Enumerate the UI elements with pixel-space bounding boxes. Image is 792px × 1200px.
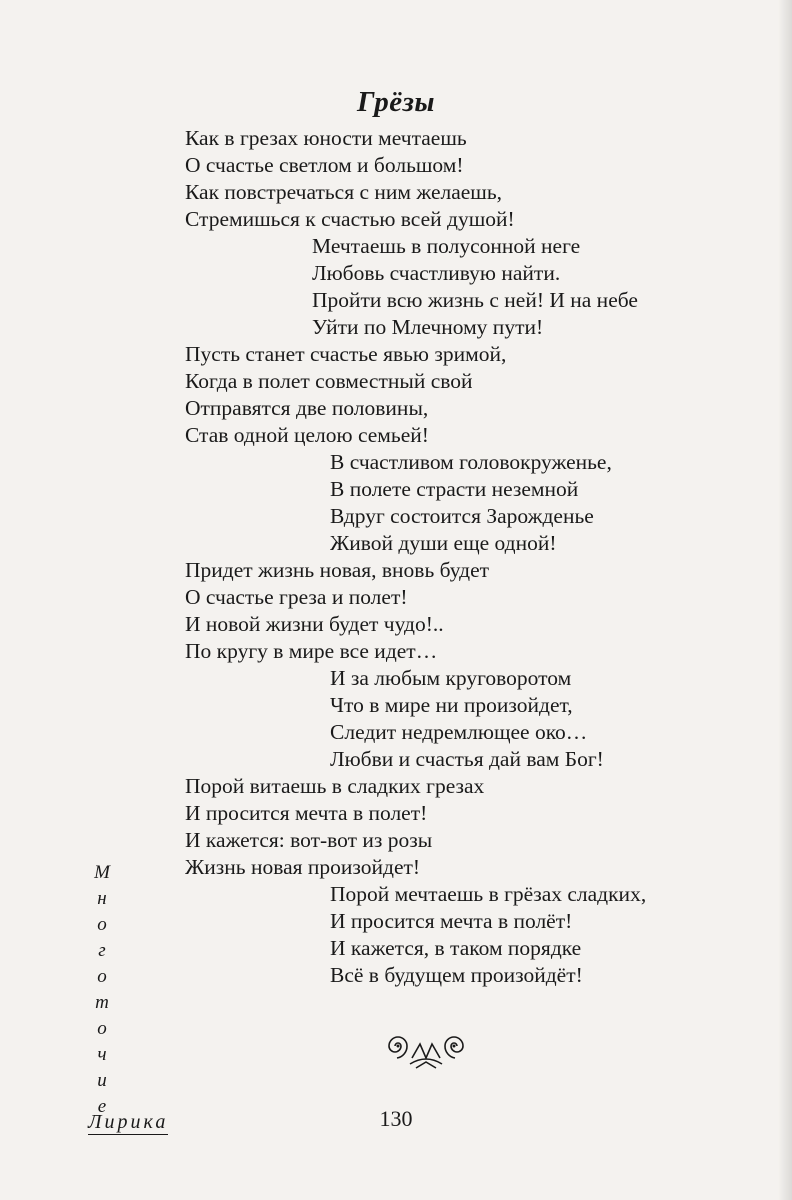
side-title-letter: н bbox=[97, 888, 107, 909]
poem-line: Любовь счастливую найти. bbox=[312, 261, 561, 285]
poem-line: Отправятся две половины, bbox=[185, 396, 429, 420]
poem-title: Грёзы bbox=[356, 86, 436, 118]
poem-line: Пройти всю жизнь с ней! И на небе bbox=[312, 288, 638, 312]
side-series-title bbox=[88, 860, 116, 1120]
poem-line: Следит недремлющее око… bbox=[330, 720, 588, 744]
section-label: Лирика bbox=[88, 1111, 169, 1133]
stanza bbox=[0, 233, 792, 341]
poem-line: Когда в полет совместный свой bbox=[185, 369, 473, 393]
swirl-ornament-icon bbox=[376, 1024, 476, 1072]
poem-line: И просится мечта в полет! bbox=[185, 801, 428, 825]
poem-line: Всё в будущем произойдёт! bbox=[330, 963, 583, 987]
stanza bbox=[0, 125, 792, 233]
poem-line: И за любым круговоротом bbox=[330, 666, 572, 690]
poem-line: И просится мечта в полёт! bbox=[330, 909, 573, 933]
poem-line: О счастье светлом и большом! bbox=[185, 153, 464, 177]
side-title-letter: т bbox=[95, 992, 109, 1013]
poem-line: И новой жизни будет чудо!.. bbox=[185, 612, 444, 636]
side-title-letter: о bbox=[97, 1018, 107, 1039]
poem-line: Вдруг состоится Зарожденье bbox=[330, 504, 594, 528]
stanza bbox=[0, 665, 792, 773]
poem-line: О счастье греза и полет! bbox=[185, 585, 408, 609]
poem-line: По кругу в мире все идет… bbox=[185, 639, 438, 663]
side-title-letter: г bbox=[98, 940, 106, 961]
stanza bbox=[0, 449, 792, 557]
poem-line: Порой мечтаешь в грёзах сладких, bbox=[330, 882, 647, 906]
poem-line: Порой витаешь в сладких грезах bbox=[185, 774, 485, 798]
page-number: 130 bbox=[379, 1106, 413, 1131]
poem-line: В полете страсти неземной bbox=[330, 477, 579, 501]
stanza bbox=[0, 341, 792, 449]
side-title-letter: М bbox=[94, 862, 110, 883]
side-title-letter: е bbox=[97, 1096, 107, 1117]
poem-line: Стремишься к счастью всей душой! bbox=[185, 207, 515, 231]
poem-line: Жизнь новая произойдет! bbox=[185, 855, 421, 879]
poem-line: В счастливом головокруженье, bbox=[330, 450, 612, 474]
side-title-letter: и bbox=[97, 1070, 107, 1091]
poem-line: Мечтаешь в полусонной неге bbox=[312, 234, 581, 258]
stanza bbox=[0, 557, 792, 665]
poem-line: Придет жизнь новая, вновь будет bbox=[185, 558, 490, 582]
poem-line: Уйти по Млечному пути! bbox=[312, 315, 544, 339]
poem-body bbox=[0, 125, 792, 989]
poem-line: Как в грезах юности мечтаешь bbox=[185, 126, 467, 150]
poem-line: Как повстречаться с ним желаешь, bbox=[185, 180, 503, 204]
stanza bbox=[0, 773, 792, 881]
poem-line: И кажется, в таком порядке bbox=[330, 936, 582, 960]
poem-line: Любви и счастья дай вам Бог! bbox=[330, 747, 604, 771]
side-title-letter: о bbox=[97, 966, 107, 987]
poem-line: Став одной целою семьей! bbox=[185, 423, 429, 447]
stanza bbox=[0, 881, 792, 989]
poem-line: Пусть станет счастье явью зримой, bbox=[185, 342, 507, 366]
side-title-letter: о bbox=[97, 914, 107, 935]
poem-line: Живой души еще одной! bbox=[330, 531, 557, 555]
poem-line: Что в мире ни произойдет, bbox=[330, 693, 573, 717]
poem-line: И кажется: вот-вот из розы bbox=[185, 828, 433, 852]
side-title-letter: ч bbox=[97, 1044, 107, 1065]
